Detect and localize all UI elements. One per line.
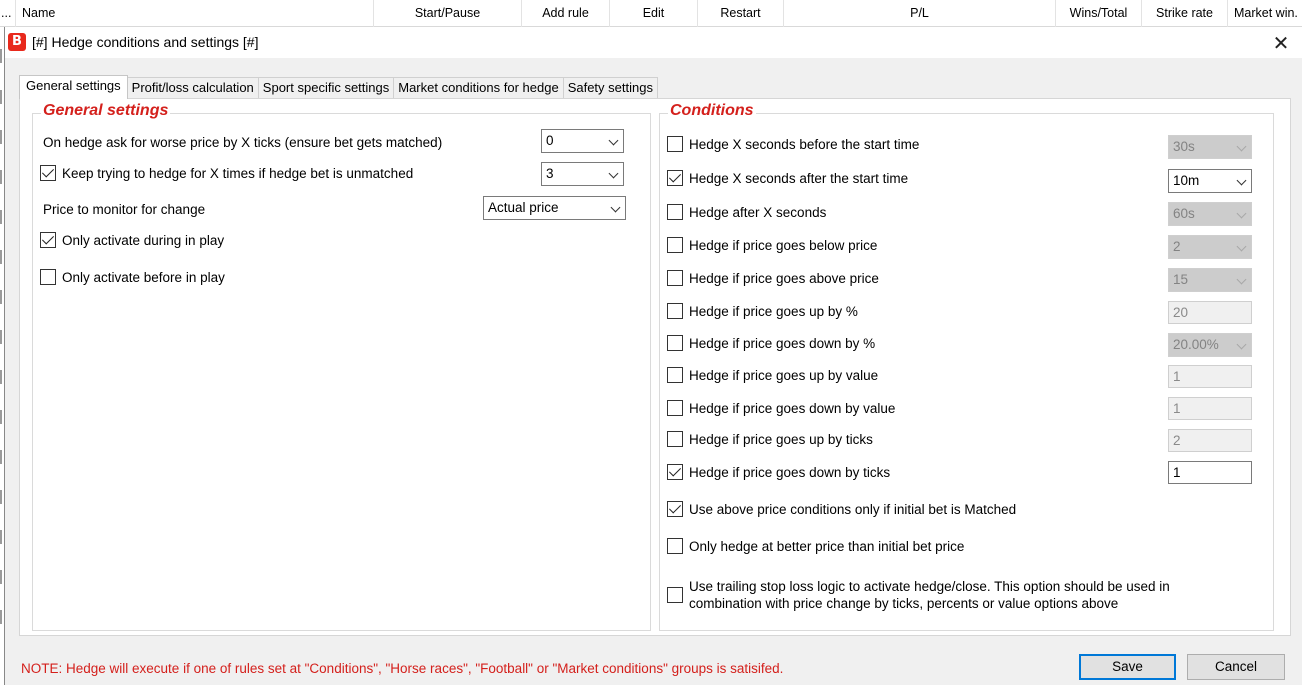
cond-up-percent-row[interactable] <box>667 300 858 322</box>
dialog-titlebar[interactable] <box>5 27 1302 58</box>
chevron-down-icon <box>1237 209 1247 219</box>
cond-down-percent-label: Hedge if price goes down by % <box>689 335 876 351</box>
general-settings-group <box>32 102 651 631</box>
cond-up-value-row[interactable] <box>667 364 878 386</box>
cond-up-percent-input[interactable]: 20 <box>1168 301 1252 324</box>
grid-header <box>0 0 1302 27</box>
cond-down-value-row[interactable] <box>667 397 895 419</box>
better-price-row[interactable] <box>667 535 964 557</box>
chevron-down-icon <box>611 203 621 213</box>
tab-panel-general <box>19 98 1291 636</box>
cond-after-start-checkbox[interactable] <box>667 170 683 186</box>
grid-col-edit[interactable]: Edit <box>610 0 698 27</box>
cond-above-price-checkbox[interactable] <box>667 270 683 286</box>
matched-only-checkbox[interactable] <box>667 501 683 517</box>
monitor-price-value: Actual price <box>488 200 559 215</box>
chevron-down-icon <box>609 136 619 146</box>
keep-trying-value: 3 <box>546 166 554 181</box>
hedge-settings-dialog <box>4 27 1302 685</box>
cond-below-price-value: 2 <box>1173 239 1181 254</box>
close-icon[interactable]: ✕ <box>1272 31 1290 55</box>
cancel-button[interactable]: Cancel <box>1187 654 1285 680</box>
cond-below-price-checkbox[interactable] <box>667 237 683 253</box>
cond-after-start-label: Hedge X seconds after the start time <box>689 170 909 186</box>
trailing-stop-checkbox[interactable] <box>667 587 683 603</box>
chevron-down-icon <box>1237 176 1247 186</box>
matched-only-row[interactable] <box>667 498 1016 520</box>
cond-up-value-checkbox[interactable] <box>667 367 683 383</box>
cond-down-value-checkbox[interactable] <box>667 400 683 416</box>
grid-col-expand[interactable]: ... <box>0 0 16 27</box>
save-button[interactable]: Save <box>1079 654 1176 680</box>
monitor-price-row <box>43 198 205 220</box>
grid-col-name[interactable]: Name <box>16 0 374 27</box>
worse-price-ticks-select[interactable] <box>541 129 624 153</box>
cond-after-seconds-row[interactable] <box>667 201 826 223</box>
only-in-play-checkbox[interactable] <box>40 232 56 248</box>
cond-down-percent-value: 20.00% <box>1173 337 1219 352</box>
chevron-down-icon <box>1237 242 1247 252</box>
app-logo-icon: B <box>8 33 26 51</box>
cond-up-value-input[interactable]: 1 <box>1168 365 1252 388</box>
cond-up-percent-label: Hedge if price goes up by % <box>689 303 858 319</box>
cond-up-ticks-checkbox[interactable] <box>667 431 683 447</box>
conditions-legend: Conditions <box>670 102 754 119</box>
cond-after-seconds-label: Hedge after X seconds <box>689 204 827 220</box>
cond-down-percent-select[interactable] <box>1168 333 1252 357</box>
cond-after-seconds-select[interactable] <box>1168 202 1252 226</box>
cond-before-start-checkbox[interactable] <box>667 136 683 152</box>
cond-after-seconds-checkbox[interactable] <box>667 204 683 220</box>
cond-down-percent-row[interactable] <box>667 332 875 354</box>
cond-down-ticks-row[interactable] <box>667 461 890 483</box>
cond-before-start-select[interactable] <box>1168 135 1252 159</box>
keep-trying-checkbox[interactable] <box>40 165 56 181</box>
tab-market-conditions[interactable]: Market conditions for hedge <box>393 77 563 99</box>
cond-down-ticks-input[interactable]: 1 <box>1168 461 1252 484</box>
cond-down-ticks-checkbox[interactable] <box>667 464 683 480</box>
hedge-note: NOTE: Hedge will execute if one of rules set at "Conditions", "Horse races", "Football" or "Market conditions" groups is satisifed. <box>21 661 784 676</box>
tab-profit-loss-calculation[interactable]: Profit/loss calculation <box>127 77 259 99</box>
only-before-in-play-label: Only activate before in play <box>62 269 225 285</box>
cond-down-value-input[interactable]: 1 <box>1168 397 1252 420</box>
trailing-stop-line2: combination with price change by ticks, percents or value options above <box>689 596 1119 611</box>
dialog-title: [#] Hedge conditions and settings [#] <box>32 34 259 50</box>
trailing-stop-line1: Use trailing stop loss logic to activate hedge/close. This option should be used in <box>689 579 1170 594</box>
trailing-stop-row[interactable] <box>667 578 1170 612</box>
only-before-in-play-checkbox[interactable] <box>40 269 56 285</box>
general-settings-legend: General settings <box>43 102 169 119</box>
grid-col-market-win[interactable]: Market win. <box>1234 6 1298 20</box>
grid-col-wins-total[interactable]: Wins/Total <box>1056 0 1142 27</box>
chevron-down-icon <box>1237 275 1247 285</box>
better-price-label: Only hedge at better price than initial bet price <box>689 538 965 554</box>
cond-above-price-value: 15 <box>1173 272 1189 287</box>
cond-after-start-select[interactable] <box>1168 169 1252 193</box>
cond-up-ticks-label: Hedge if price goes up by ticks <box>689 431 873 447</box>
settings-tabs <box>19 75 657 97</box>
cond-down-percent-checkbox[interactable] <box>667 335 683 351</box>
chevron-down-icon <box>609 169 619 179</box>
keep-trying-count-select[interactable] <box>541 162 624 186</box>
cond-above-price-row[interactable] <box>667 267 879 289</box>
cond-below-price-row[interactable] <box>667 234 877 256</box>
matched-only-label: Use above price conditions only if initial bet is Matched <box>689 501 1017 517</box>
only-before-in-play-row[interactable] <box>40 266 225 288</box>
conditions-group <box>659 102 1274 631</box>
trailing-stop-label <box>689 578 1170 612</box>
cond-after-seconds-value: 60s <box>1173 206 1195 221</box>
grid-col-restart[interactable]: Restart <box>698 0 784 27</box>
chevron-down-icon <box>1237 142 1247 152</box>
grid-col-strike-rate[interactable]: Strike rate <box>1142 0 1228 27</box>
cond-before-start-label: Hedge X seconds before the start time <box>689 136 920 152</box>
cond-up-percent-checkbox[interactable] <box>667 303 683 319</box>
only-in-play-label: Only activate during in play <box>62 232 225 248</box>
better-price-checkbox[interactable] <box>667 538 683 554</box>
monitor-price-select[interactable] <box>483 196 626 220</box>
tab-general-settings[interactable]: General settings <box>19 75 128 99</box>
only-in-play-row[interactable] <box>40 229 224 251</box>
cond-after-start-row[interactable] <box>667 167 908 189</box>
cond-before-start-row[interactable] <box>667 133 919 155</box>
cond-down-ticks-label: Hedge if price goes down by ticks <box>689 464 891 480</box>
cond-below-price-label: Hedge if price goes below price <box>689 237 878 253</box>
grid-col-add-rule[interactable]: Add rule <box>522 0 610 27</box>
cond-above-price-select[interactable] <box>1168 268 1252 292</box>
keep-trying-label: Keep trying to hedge for X times if hedge bet is unmatched <box>62 165 414 181</box>
monitor-price-label: Price to monitor for change <box>43 201 206 217</box>
cond-after-start-value: 10m <box>1173 173 1200 188</box>
grid-col-start-pause[interactable]: Start/Pause <box>374 0 522 27</box>
cond-up-ticks-input[interactable]: 2 <box>1168 429 1252 452</box>
worse-price-value: 0 <box>546 133 554 148</box>
cond-up-value-label: Hedge if price goes up by value <box>689 367 879 383</box>
tab-safety-settings[interactable]: Safety settings <box>563 77 658 99</box>
worse-price-text: On hedge ask for worse price by X ticks (ensure bet gets matched) <box>43 134 443 150</box>
worse-price-label <box>43 131 442 153</box>
cond-up-ticks-row[interactable] <box>667 428 873 450</box>
cond-down-value-label: Hedge if price goes down by value <box>689 400 896 416</box>
grid-col-pl[interactable]: P/L <box>784 0 1056 27</box>
cond-above-price-label: Hedge if price goes above price <box>689 270 879 286</box>
cond-below-price-select[interactable] <box>1168 235 1252 259</box>
keep-trying-row[interactable] <box>40 162 413 184</box>
tab-sport-specific-settings[interactable]: Sport specific settings <box>258 77 394 99</box>
chevron-down-icon <box>1237 340 1247 350</box>
cond-before-start-value: 30s <box>1173 139 1195 154</box>
